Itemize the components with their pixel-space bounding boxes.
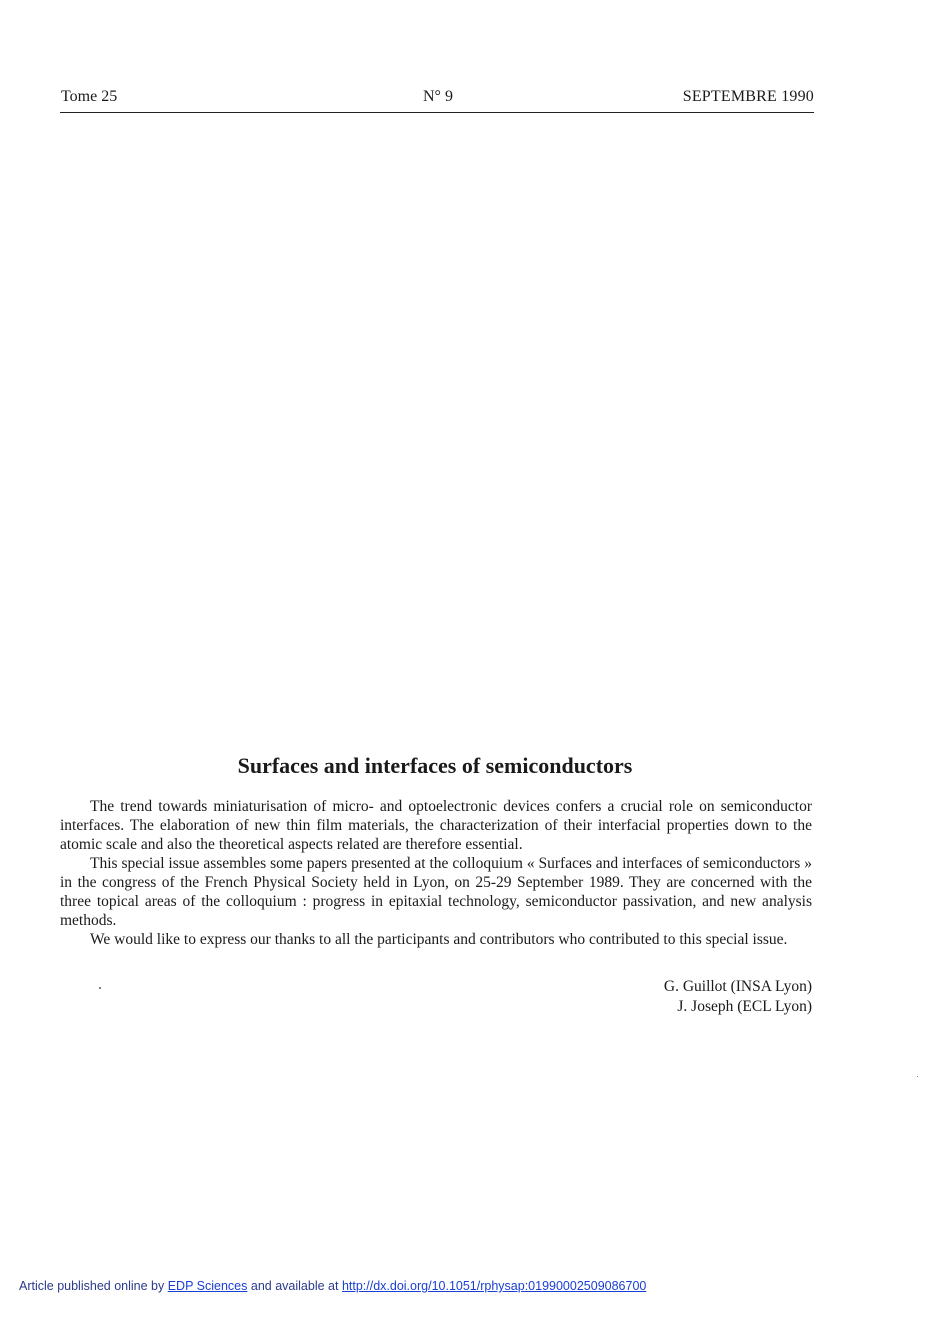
signature-block bbox=[664, 977, 812, 1017]
issue-number: N° 9 bbox=[423, 88, 453, 105]
volume-label: Tome 25 bbox=[61, 88, 118, 105]
publisher-link[interactable]: EDP Sciences bbox=[167, 1279, 248, 1293]
paragraph-2: This special issue assembles some papers presented at the colloquium « Surfaces and interfaces of semiconductors » in the congress of the French Physical Society held in Lyon, on 25-29 September 1989. They are concerned with the three topical areas of the colloquium : progress in epitaxial technology, semiconductor passivation, and new analysis methods. bbox=[60, 855, 812, 929]
article-title: Surfaces and interfaces of semiconductors bbox=[237, 753, 633, 778]
issue-date: SEPTEMBRE 1990 bbox=[682, 88, 814, 105]
publication-footer bbox=[19, 1279, 646, 1293]
scan-speck bbox=[917, 1076, 918, 1077]
paragraph-1: The trend towards miniaturisation of micro- and optoelectronic devices confers a crucial role on semiconductor interfaces. The elaboration of new thin film materials, the characterization of their interfacial properties down to the atomic scale and also the theoretical aspects related are therefore essential. bbox=[60, 798, 812, 853]
footer-middle: and available at bbox=[250, 1279, 339, 1293]
scan-speck bbox=[99, 987, 101, 989]
doi-link[interactable]: http://dx.doi.org/10.1051/rphysap:01990002509086700 bbox=[341, 1279, 647, 1293]
footer-prefix: Article published online by bbox=[19, 1279, 165, 1293]
signature-author-2: J. Joseph (ECL Lyon) bbox=[677, 998, 812, 1015]
signature-author-1: G. Guillot (INSA Lyon) bbox=[663, 978, 812, 995]
article-body bbox=[60, 797, 812, 949]
journal-header bbox=[60, 86, 814, 113]
paragraph-3: We would like to express our thanks to all the participants and contributors who contributed to this special issue. bbox=[90, 931, 788, 948]
